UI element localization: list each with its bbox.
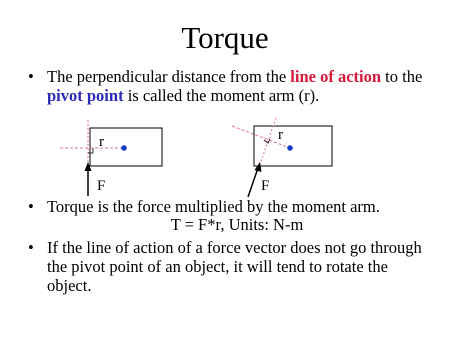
bullet-text-part: to the xyxy=(381,67,423,86)
bullet-text: If the line of action of a force vector does not go through the pivot point of an object, it will tend to rotate the object. xyxy=(47,238,422,295)
line-of-action-term: line of action xyxy=(290,67,382,86)
bullet-marker: • xyxy=(28,238,34,257)
pivot-point-term: pivot point xyxy=(47,86,124,105)
force-label: F xyxy=(261,178,270,194)
bullet-text-part: is called the moment arm (r). xyxy=(123,86,320,105)
diagram-right xyxy=(232,118,332,197)
torque-formula: T = F*r, Units: N-m xyxy=(170,215,304,234)
bullet-marker: • xyxy=(28,67,34,86)
bullet-marker: • xyxy=(28,197,34,216)
bullet-text: Torque is the force multiplied by the moment arm. xyxy=(47,197,380,216)
moment-arm-label: r xyxy=(278,127,283,143)
pivot-point-dot xyxy=(287,145,293,151)
moment-arm-label: r xyxy=(99,134,104,150)
object-box xyxy=(254,126,332,166)
diagram-left xyxy=(60,120,162,196)
force-label: F xyxy=(97,178,106,194)
pivot-point-dot xyxy=(121,145,127,151)
force-arrow xyxy=(248,168,258,197)
bullet-text-part: The perpendicular distance from the xyxy=(47,67,291,86)
slide-title: Torque xyxy=(181,20,269,55)
